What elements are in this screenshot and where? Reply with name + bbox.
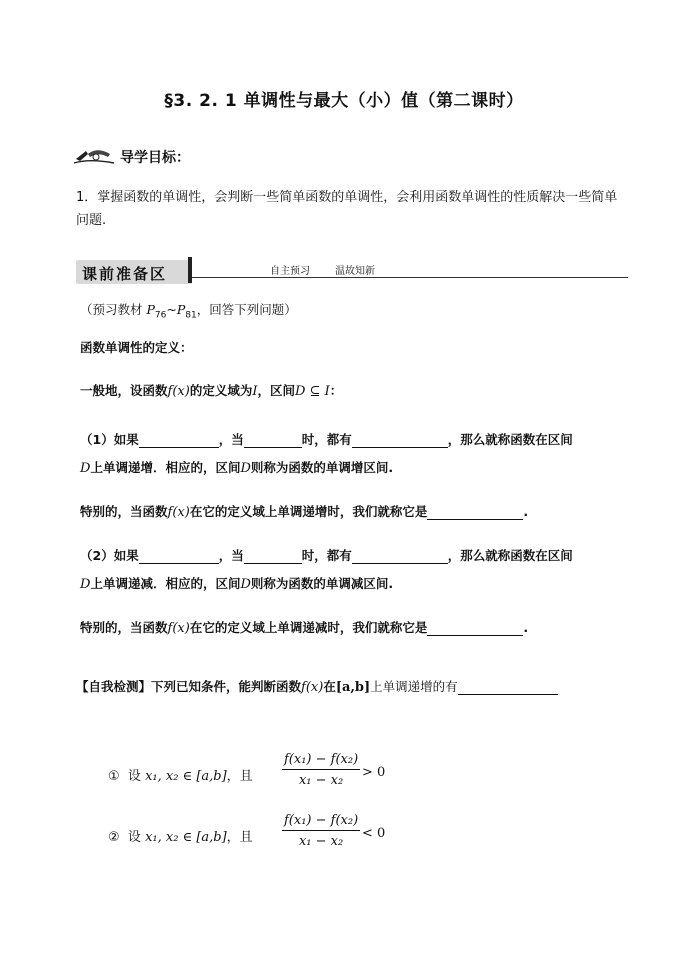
- page-title: §3. 2. 1 单调性与最大（小）值（第二课时）: [164, 91, 524, 111]
- item-2-line-2: D上单调递减．相应的，区间D则称为函数的单调减区间.: [80, 576, 394, 592]
- goal-item-1: 1．掌握函数的单调性，会判断一些简单函数的单调性，会利用函数单调性的性质解决一些简单问题.: [76, 190, 618, 228]
- blank-2-condition[interactable]: [139, 549, 219, 564]
- option-2-fraction: $\frac{\text{f(x₁) − f(x₂)}}{\text{x₁ − x₂}}$: [284, 813, 359, 849]
- banner-subtitle-1: 自主预习: [270, 266, 310, 277]
- special-decreasing: 特别的，当函数f(x)在它的定义域上单调递减时，我们就称它是 .: [80, 620, 529, 636]
- banner-subtitle-2: 温故知新: [335, 266, 375, 277]
- option-1-relation: > 0: [362, 765, 386, 780]
- pen-icon: [72, 145, 116, 167]
- blank-increasing-name[interactable]: [427, 505, 523, 520]
- definition-heading: 函数单调性的定义：: [80, 340, 193, 355]
- option-2-relation: < 0: [362, 826, 386, 841]
- preview-note: （预习教材 $P_{76}\sim P_{81}$，回答下列问题）: [80, 302, 297, 321]
- item-2-line-1: （2）如果 ，当 时，都有 ，那么就称函数在区间: [80, 548, 573, 563]
- blank-1-condition[interactable]: [139, 433, 219, 448]
- blank-1-when[interactable]: [244, 433, 302, 448]
- self-check-question: 【自我检测】下列已知条件，能判断函数f(x)在[a,b]上单调递增的有: [76, 677, 558, 695]
- item-1-line-1: （1）如果 ，当 时，都有 ，那么就称函数在区间: [80, 432, 573, 447]
- option-2: ② 设 x₁, x₂ ∈ [a,b]，且: [108, 830, 253, 845]
- blank-self-check[interactable]: [458, 680, 558, 695]
- blank-2-when[interactable]: [244, 549, 302, 564]
- blank-decreasing-name[interactable]: [427, 621, 523, 636]
- blank-1-have[interactable]: [352, 433, 448, 448]
- goals-label: 导学目标：: [120, 150, 190, 166]
- section-banner-title: 课前准备区: [82, 265, 168, 283]
- blank-2-have[interactable]: [352, 549, 448, 564]
- general-statement: 一般地，设函数f(x)的定义域为I，区间D ⊆ I：: [80, 383, 343, 399]
- item-1-line-2: D上单调递增．相应的，区间D则称为函数的单调增区间.: [80, 460, 394, 476]
- option-1: ① 设 x₁, x₂ ∈ [a,b]，且: [108, 769, 253, 784]
- banner-underline: [192, 277, 628, 278]
- special-increasing: 特别的，当函数f(x)在它的定义域上单调递增时，我们就称它是 .: [80, 504, 529, 520]
- banner-divider-bar: [188, 257, 192, 283]
- option-1-fraction: $\frac{\text{f(x₁) − f(x₂)}}{\text{x₁ − x₂}}$: [284, 752, 359, 788]
